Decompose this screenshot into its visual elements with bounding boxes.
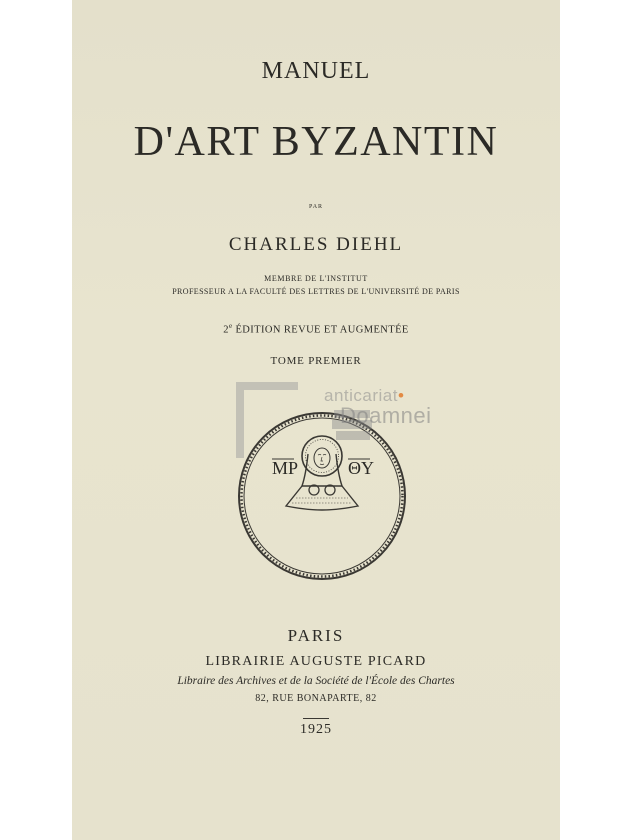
publisher-association: Libraire des Archives et de la Société de l'École des Chartes — [177, 675, 455, 687]
edition-text: ÉDITION REVUE ET AUGMENTÉE — [232, 324, 409, 336]
edition-number: 2 — [223, 324, 229, 336]
emblem-inscription-right: ΘY — [348, 458, 374, 478]
publication-year: 1925 — [300, 722, 332, 737]
publication-city: PARIS — [287, 626, 345, 645]
title-line-2: D'ART BYZANTIN — [133, 119, 499, 165]
edition-statement — [72, 322, 560, 336]
divider-rule — [303, 718, 329, 719]
watermark-frame-icon — [232, 378, 302, 463]
par-label: par — [308, 200, 324, 210]
author-credential-1: MEMBRE DE L'INSTITUT — [264, 274, 368, 283]
edition-suffix: e — [228, 322, 233, 330]
watermark-line-2: Doamnei — [340, 403, 432, 428]
watermark-line-1: anticariat• — [324, 386, 405, 405]
book-title-page — [72, 0, 560, 840]
title-line-1: MANUEL — [261, 58, 371, 84]
bookseller-watermark — [232, 378, 472, 463]
publisher-name: LIBRAIRIE AUGUSTE PICARD — [205, 654, 427, 669]
emblem-inscription-left: MP — [272, 458, 299, 478]
author-name: CHARLES DIEHL — [228, 234, 404, 255]
publisher-address: 82, RUE BONAPARTE, 82 — [255, 693, 377, 704]
author-credential-2: PROFESSEUR A LA FACULTÉ DES LETTRES DE L'UNIVERSITÉ DE PARIS — [172, 287, 460, 296]
volume-label: TOME PREMIER — [270, 355, 362, 367]
